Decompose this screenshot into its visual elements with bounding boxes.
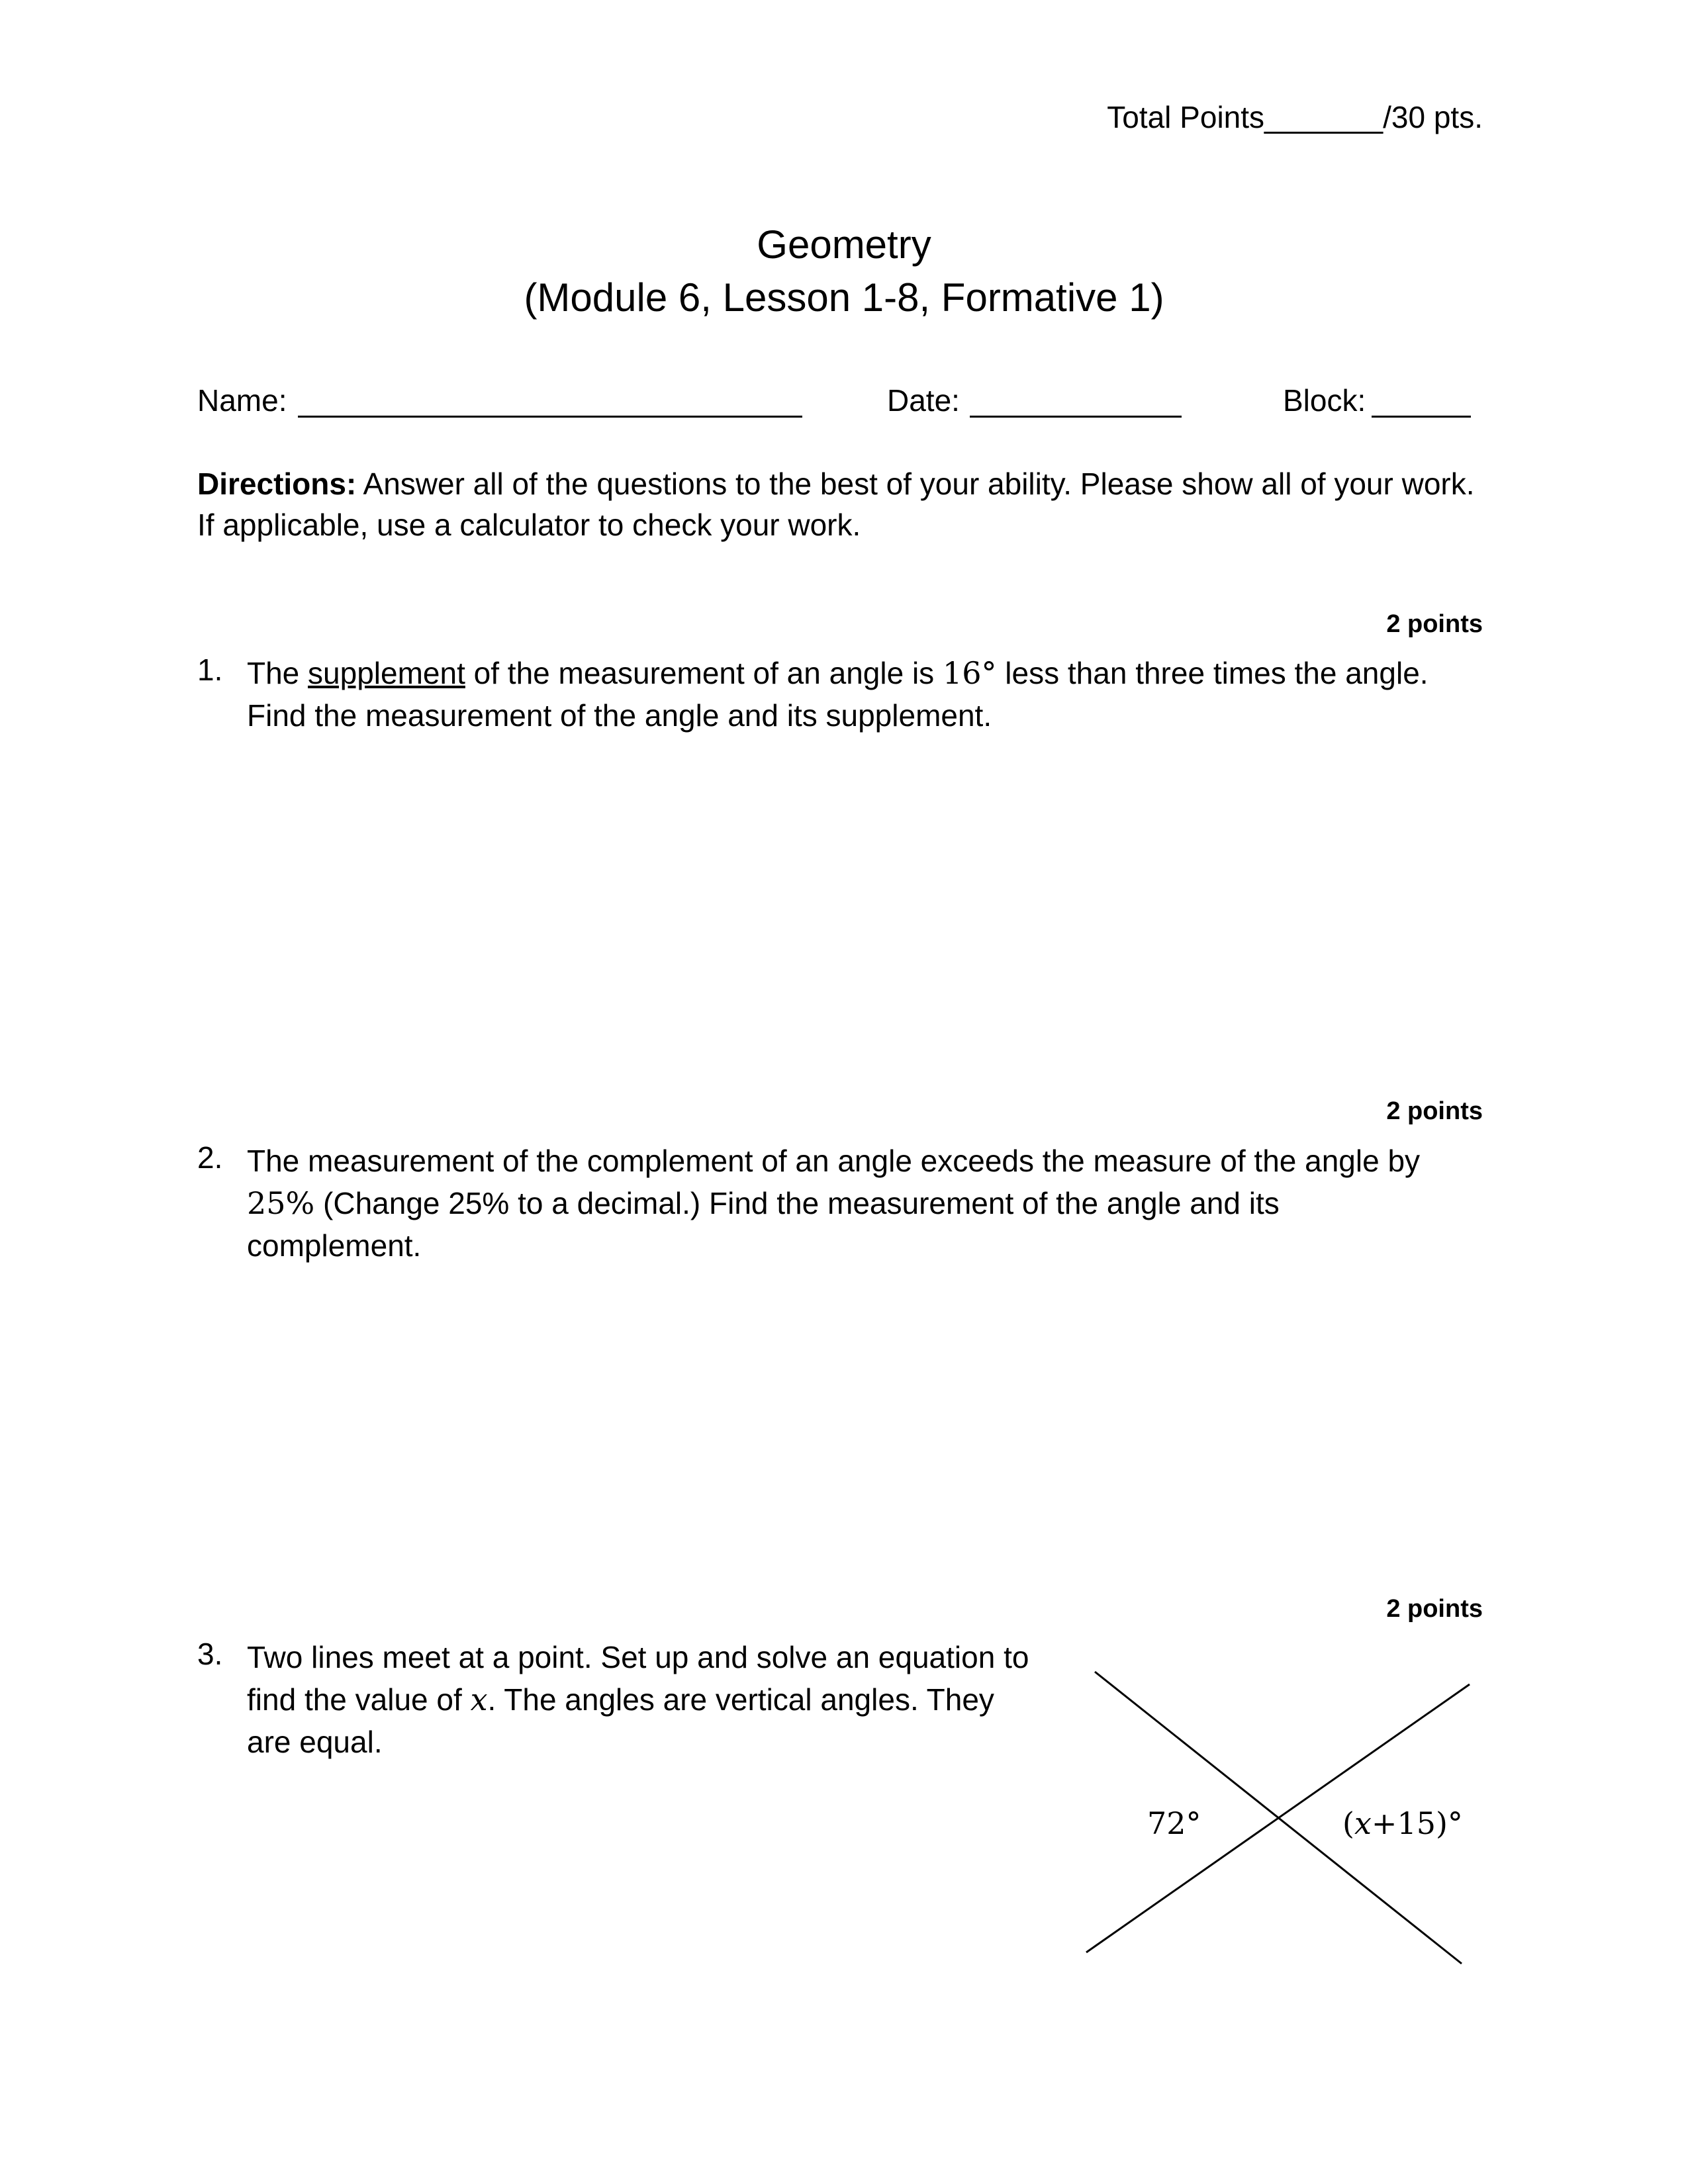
name-field[interactable]	[298, 416, 802, 418]
question-1-points: 2 points	[1386, 610, 1483, 638]
total-points-blank[interactable]: _______	[1264, 100, 1383, 134]
angle-x-label: (x+15)°	[1342, 1805, 1463, 1841]
page-subtitle: (Module 6, Lesson 1-8, Formative 1)	[524, 275, 1164, 320]
vertical-angles-figure	[1066, 1655, 1489, 1985]
directions-text: Answer all of the questions to the best of your ability. Please show all of your work. If applicable, use a calculator to check your work.	[197, 467, 1475, 542]
question-2-number: 2.	[197, 1140, 223, 1175]
percent-value: 25%	[247, 1185, 315, 1221]
total-points-max: /30 pts.	[1383, 100, 1483, 134]
angle-72-label: 72°	[1147, 1805, 1201, 1841]
total-points	[1086, 99, 1483, 135]
name-label: Name:	[197, 383, 287, 418]
variable-x: x	[470, 1682, 488, 1717]
question-3-points: 2 points	[1386, 1595, 1483, 1623]
directions	[197, 463, 1495, 545]
angle-difference: 16°	[942, 655, 997, 691]
question-2-text: The measurement of the complement of an angle exceeds the measure of the angle by 25% (Change 25% to a decimal.) Find the measurement of the angle and its complement.	[247, 1144, 1421, 1263]
directions-label: Directions:	[197, 467, 357, 501]
date-field[interactable]	[970, 416, 1182, 418]
question-1-number: 1.	[197, 653, 223, 687]
total-points-label: Total Points	[1107, 100, 1265, 134]
block-field[interactable]	[1372, 416, 1471, 418]
question-3-text: Two lines meet at a point. Set up and solve an equation to find the value of x. The angles are vertical angles. They are equal.	[247, 1640, 1029, 1759]
question-2-points: 2 points	[1386, 1097, 1483, 1125]
page-title: Geometry	[757, 222, 931, 267]
block-label: Block:	[1283, 383, 1366, 418]
question-3-number: 3.	[197, 1637, 223, 1671]
supplement-term: supplement	[308, 656, 465, 690]
date-label: Date:	[887, 383, 960, 418]
question-1-text: The supplement of the measurement of an angle is 16° less than three times the angle. Find the measurement of the angle and its supplement.	[247, 655, 1429, 733]
